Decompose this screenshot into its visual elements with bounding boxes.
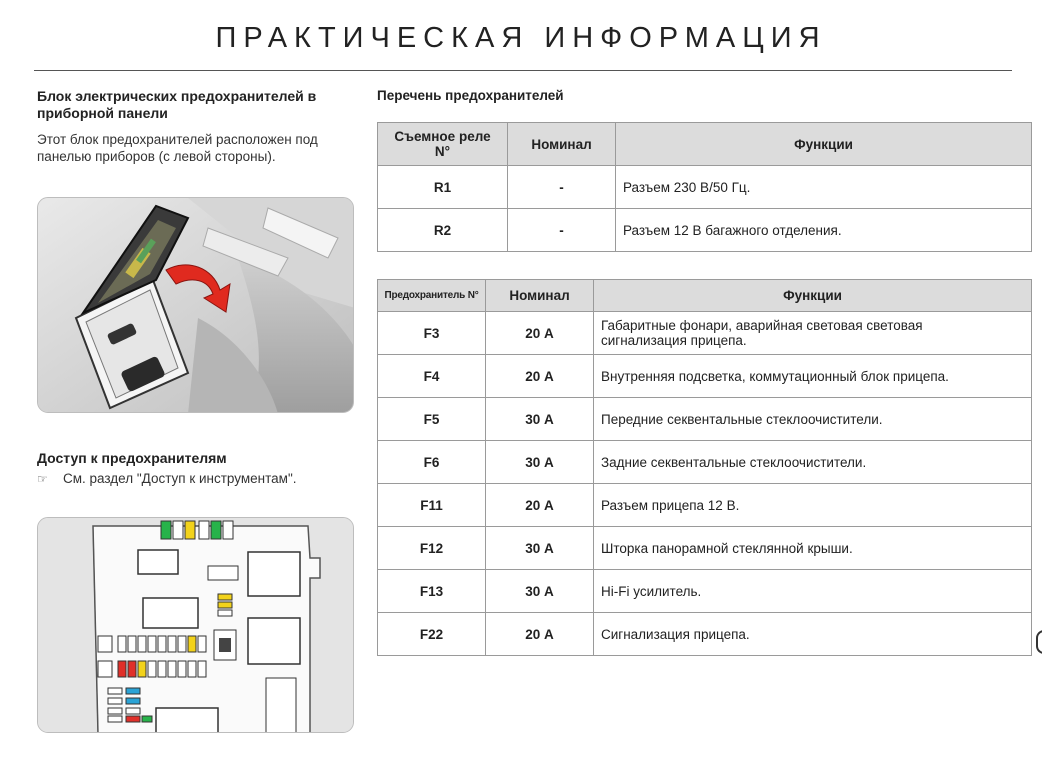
fuse-id: F3 <box>378 312 486 355</box>
fuse-function: Габаритные фонари, аварийная световая световая сигнализация прицепа. <box>594 312 1032 355</box>
dashboard-photo-illustration <box>38 198 354 413</box>
fuse-id: F11 <box>378 484 486 527</box>
table-row <box>378 441 1032 484</box>
fuse-rating: 20 А <box>486 484 594 527</box>
relay-table-header <box>378 123 1032 166</box>
table-row <box>378 398 1032 441</box>
fuse-function: Внутренняя подсветка, коммутационный блок прицепа. <box>594 355 1032 398</box>
fuse-rating: 20 А <box>486 613 594 656</box>
fuse-rating: 20 А <box>486 355 594 398</box>
fuse-block-description: Этот блок предохранителей расположен под панелью приборов (с левой стороны). <box>37 132 318 164</box>
relay-function-header: Функции <box>616 123 1032 166</box>
relay-table <box>377 122 1032 252</box>
fuse-rating: 20 А <box>486 312 594 355</box>
relay-number-header: Съемное реле N° <box>378 123 508 166</box>
fuse-function: Hi-Fi усилитель. <box>594 570 1032 613</box>
fuse-box-diagram <box>37 517 354 733</box>
title-divider <box>34 70 1012 71</box>
fuse-access-reference-text: См. раздел "Доступ к инструментам". <box>63 471 297 486</box>
fuse-function: Задние секвентальные стеклоочистители. <box>594 441 1032 484</box>
fuse-table-header <box>378 280 1032 312</box>
table-row <box>378 527 1032 570</box>
fuse-access-heading: Доступ к предохранителям <box>37 450 227 466</box>
fuse-box-location-photo <box>37 197 354 413</box>
relay-rating: - <box>508 209 616 252</box>
fuse-number-header: Предохранитель N° <box>378 280 486 312</box>
fuse-access-reference <box>37 471 357 486</box>
table-row <box>378 613 1032 656</box>
fuse-function: Сигнализация прицепа. <box>594 613 1032 656</box>
fuse-function: Шторка панорамной стеклянной крыши. <box>594 527 1032 570</box>
table-row <box>378 166 1032 209</box>
fuse-rating-header: Номинал <box>486 280 594 312</box>
table-row <box>378 570 1032 613</box>
fuse-rating: 30 А <box>486 527 594 570</box>
fuse-function: Разъем прицепа 12 В. <box>594 484 1032 527</box>
relay-function: Разъем 12 В багажного отделения. <box>616 209 1032 252</box>
fuse-id: F5 <box>378 398 486 441</box>
fuse-id: F6 <box>378 441 486 484</box>
fuse-id: F12 <box>378 527 486 570</box>
fuse-function: Передние секвентальные стеклоочистители. <box>594 398 1032 441</box>
fuse-rating: 30 А <box>486 398 594 441</box>
fuse-id: F13 <box>378 570 486 613</box>
fuse-block-intro <box>37 88 357 165</box>
fuse-rating: 30 А <box>486 441 594 484</box>
fuse-function-header: Функции <box>594 280 1032 312</box>
fuse-list-title: Перечень предохранителей <box>377 88 564 103</box>
relay-id: R1 <box>378 166 508 209</box>
pointing-hand-icon: ☞ <box>37 471 48 486</box>
page-title: ПРАКТИЧЕСКАЯ ИНФОРМАЦИЯ <box>215 22 827 54</box>
table-row <box>378 312 1032 355</box>
relay-id: R2 <box>378 209 508 252</box>
fuse-layout-illustration <box>38 518 354 733</box>
fuse-rating: 30 А <box>486 570 594 613</box>
table-row <box>378 484 1032 527</box>
relay-rating: - <box>508 166 616 209</box>
table-row <box>378 209 1032 252</box>
table-row <box>378 355 1032 398</box>
relay-rating-header: Номинал <box>508 123 616 166</box>
fuse-id: F4 <box>378 355 486 398</box>
fuse-id: F22 <box>378 613 486 656</box>
fuse-block-heading: Блок электрических предохранителей в приборной панели <box>37 88 317 121</box>
page-edge-tab <box>1036 630 1042 654</box>
fuse-table <box>377 279 1032 656</box>
relay-function: Разъем 230 В/50 Гц. <box>616 166 1032 209</box>
